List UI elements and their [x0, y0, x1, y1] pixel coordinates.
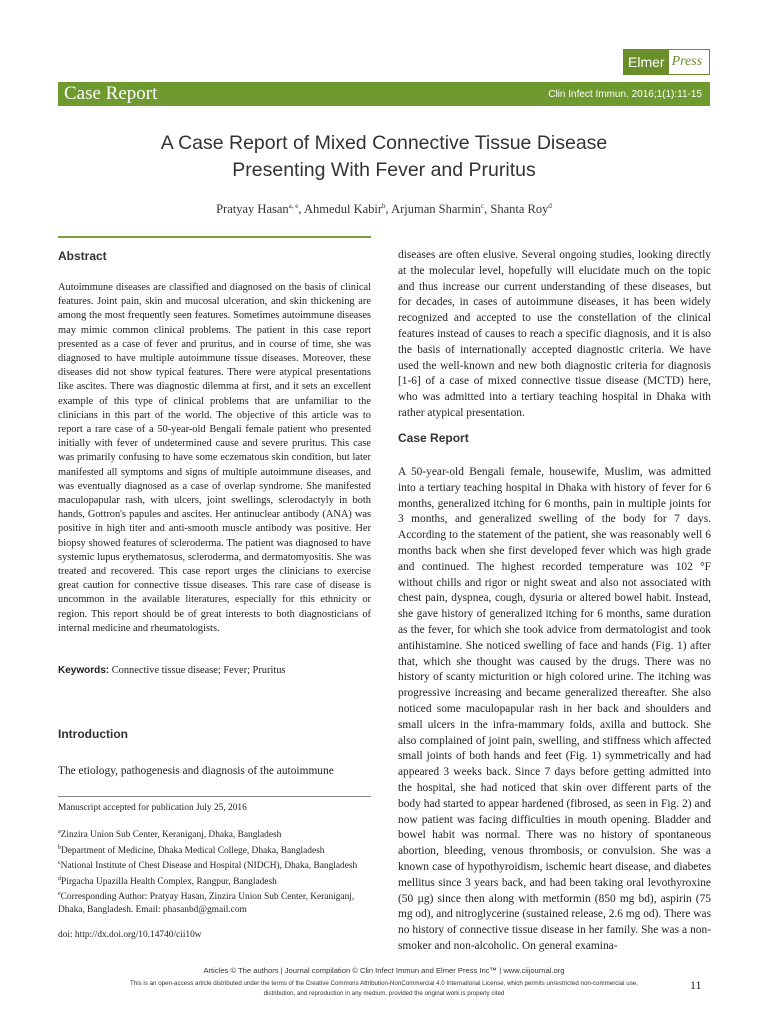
introduction-heading: Introduction: [58, 727, 128, 741]
affiliation-text: Corresponding Author: Pratyay Hasan, Zinzira Union Sub Center, Keraniganj, Dhaka, Bangladesh. Email: phasanbd@gmail.com: [58, 892, 355, 915]
affiliations-list: [58, 826, 371, 916]
abstract-top-rule: [58, 236, 371, 238]
author-name: Arjuman Sharmin: [391, 202, 482, 217]
keywords-label: Keywords:: [58, 665, 110, 676]
author-affiliation-mark: a, e: [288, 202, 299, 210]
author-affiliation-mark: d: [548, 202, 552, 210]
introduction-body: The etiology, pathogenesis and diagnosis of the autoimmune: [58, 765, 334, 777]
affiliation-text: National Institute of Chest Disease and Hospital (NIDCH), Dhaka, Bangladesh: [60, 861, 358, 872]
doi-line: doi: http://dx.doi.org/10.14740/cii10w: [58, 930, 202, 940]
affiliation-mark: a: [58, 829, 61, 835]
affiliation-mark: b: [58, 844, 61, 851]
author-name: Pratyay Hasan: [216, 202, 289, 217]
affiliation-item: [58, 888, 371, 916]
introduction-continued: diseases are often elusive. Several ongoing studies, looking directly at the molecular level, hopefully will elucidate much on the topic and thus increase our current understanding of these diseases, but for decades, in cases of autoimmune diseases, it has been widely recognized and accepted to use the constellation of the clinical features instead of causes to reach a specific diagnosis, and it is also the basis of internationally accepted diagnostic criteria. We have used the well-known and new both diagnostic criteria for diagnosis [1-6] of a case of mixed connective tissue disease (MCTD) here, who was admitted into a tertiary teaching hospital in Dhaka with rather atypical presentation.: [398, 249, 711, 419]
article-title-line-2: Presenting With Fever and Pruritus: [232, 159, 536, 181]
affiliation-mark: d: [58, 875, 61, 882]
footnote-rule: [58, 796, 371, 797]
journal-citation: Clin Infect Immun. 2016;1(1):11-15: [548, 88, 702, 100]
article-type-label: Case Report: [64, 83, 158, 104]
article-type-banner: [58, 82, 710, 106]
affiliation-text: Zinzira Union Sub Center, Keraniganj, Dhaka, Bangladesh: [60, 830, 282, 841]
article-title-line-1: A Case Report of Mixed Connective Tissue Disease: [160, 132, 608, 154]
author-affiliation-mark: b: [382, 202, 386, 210]
affiliation-item: [58, 842, 371, 858]
affiliation-text: Department of Medicine, Dhaka Medical College, Dhaka, Bangladesh: [61, 845, 325, 856]
footer-copyright: Articles © The authors | Journal compilation © Clin Infect Immun and Elmer Press Inc™ | www.ciijournal.org: [203, 966, 565, 975]
author-separator: ,: [385, 202, 392, 217]
affiliation-item: [58, 857, 371, 873]
footer-license: This is an open-access article distributed under the terms of the Creative Commons Attribution-NonCommercial 4.0 International License, which permits unrestricted non-commercial use, distribution, and reproduction in any medium, provided the original work is properly cited: [130, 980, 638, 997]
logo-left-text: Elmer: [624, 50, 669, 74]
affiliation-text: Pirgacha Upazilla Health Complex, Rangpur, Bangladesh: [61, 876, 277, 887]
abstract-body: Autoimmune diseases are classified and diagnosed on the basis of clinical features. Joint pain, skin and mucosal ulceration, and skin thickening are among the most frequently seen features. Sometimes autoimmune diseases may mimic common clinical problems. The patient in this case report presented as a case of fever and pruritus, and in course of time, she was diagnosed to have multiple autoimmune tissue diseases. Moreover, these diseases did not show typical features. There were atypical presentations like ascites. There was diagnostic dilemma at first, and it sets an excellent example of this type of clinical problems that are unfamiliar to the clinicians in this part of the world. The objective of this article was to report a rare case of a 50-year-old Bengali female patient who presented initially with fever of undetermined cause and severe pruritus. This case was primarily confusing to have some eczematous skin condition, but later manifested all symptoms and signs of multiple autoimmune diseases, and was eventually diagnosed as a case of overlap syndrome. She manifested maculopapular rash, with ulcers, joint swellings, sclerodactyly in both hands, Gottron's papules and ascites. Her antinuclear antibody (ANA) was positive in high titer and anti-smooth muscle antibody was positive. Her biopsy showed features of scleroderma. The patient was diagnosed to have systemic lupus erythematosus, scleroderma, and dermatomyositis. She was treated and recovered. This case report urges the clinicians to exercise great caution for connective tissue diseases. This rare case of disease is uncommon in the available literatures, especially for this ethnicity or region. This report should be of great interests to both diagnosticians of internal medicine and rheumatologists.: [58, 282, 371, 634]
manuscript-accepted-note: Manuscript accepted for publication July 25, 2016: [58, 803, 247, 813]
author-list: [58, 202, 710, 217]
author-separator: ,: [484, 202, 491, 217]
case-report-heading: Case Report: [398, 431, 469, 445]
publisher-logo: [623, 49, 710, 75]
author-separator: ,: [298, 202, 304, 217]
case-report-body: A 50-year-old Bengali female, housewife, Muslim, was admitted into a tertiary teaching hospital in Dhaka with history of fever for 6 months, generalized itching for 6 months, pain in multiple joints for 3 months, and generalized swelling of the body for 7 days. According to the statement of the patient, she was reasonably well 6 months back when she first developed fever which was high grade and continued. The highest recorded temperature was 102 °F without chills and rigor or night sweat and also not associated with chest pain, dyspnea, cough, dysuria or altered bowel habit. Instead, she gave history of generalized itching for 6 months, same duration as the fever, for which she took advice from dermatologist and took antihistamine. She noticed swelling of face and hands (Fig. 1) after that, which she thought was caused by the drugs. There was no history of scanty micturition or high colored urine. The itching was progressive increasing and became generalized thereafter. She also noticed some maculopapular rash in her back and shoulders and small ulcers in the infra-mammary folds, axilla and buttock. She also complained of joint pain, swelling, and stiffness which affected small joints of both hands and feet (Fig. 1) symmetrically and had appeared 3 weeks back. Since 7 days before getting admitted into the hospital, she had noticed that skin over different parts of the body had started to appear hardened (fibrosed, as seen in Fig. 2) and now patient was facing difficulties in mouth opening. Bladder and bowel habit was normal. There was no history of spontaneous abortion, bleeding, venous thrombosis, or convulsion. She was a known case of hypothyroidism, ischemic heart disease, and diabetes mellitus since 3 years back, and had been taking oral levothyroxine (50 µg) since then along with metformin (850 mg bd), aspirin (75 mg od), and nitroglycerine (sustained release, 2.6 mg od). There was no history of connective tissue disease in her family. She was a non-smoker and non-alcoholic. On general examina-: [398, 466, 711, 952]
article-title: [58, 130, 710, 184]
affiliation-item: [58, 826, 371, 842]
author-name: Ahmedul Kabir: [303, 202, 383, 217]
author-affiliation-mark: c: [481, 202, 485, 210]
abstract-heading: Abstract: [58, 249, 107, 263]
affiliation-mark: c: [58, 860, 61, 867]
author-name: Shanta Roy: [490, 202, 549, 217]
logo-right-text: Press: [671, 54, 703, 69]
keywords-value: Connective tissue disease; Fever; Pruritus: [111, 665, 286, 676]
affiliation-mark: e: [58, 891, 61, 898]
page-number: 11: [690, 978, 702, 992]
keywords-line: [58, 664, 371, 678]
affiliation-item: [58, 873, 371, 889]
